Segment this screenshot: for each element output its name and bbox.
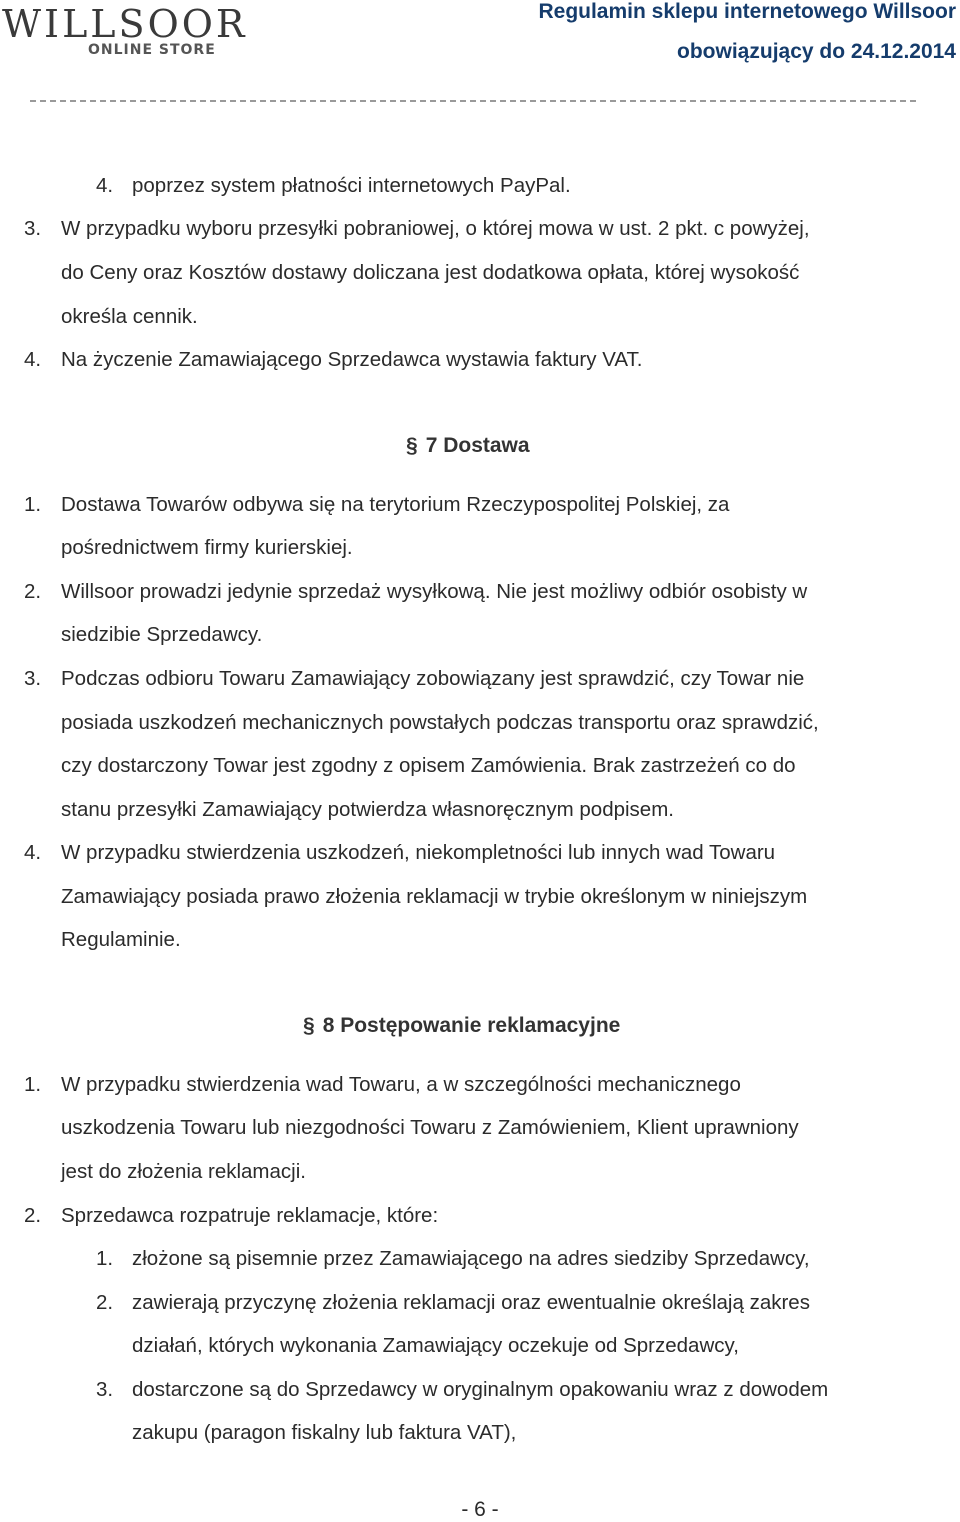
list-item-text: Sprzedawca rozpatruje reklamacje, które: <box>61 1204 439 1227</box>
list-item-text: W przypadku stwierdzenia wad Towaru, a w szczególności mechanicznego <box>61 1073 741 1096</box>
list-item-text: dostarczone są do Sprzedawcy w oryginalnym opakowaniu wraz z dowodem <box>132 1378 829 1401</box>
list-number: 1. <box>24 1073 42 1096</box>
list-item-text: poprzez system płatności internetowych PayPal. <box>132 174 571 197</box>
document-title: Regulamin sklepu internetowego Willsoor <box>538 0 956 23</box>
list-item-text: Zamawiający posiada prawo złożenia reklamacji w trybie określonym w niniejszym <box>61 885 808 908</box>
section-title: 8 Postępowanie reklamacyjne <box>322 1014 621 1037</box>
list-item-text: Na życzenie Zamawiającego Sprzedawca wystawia faktury VAT. <box>61 348 643 371</box>
list-number: 3. <box>24 667 42 690</box>
list-item-text: pośrednictwem firmy kurierskiej. <box>61 536 353 559</box>
list-item-text: Regulaminie. <box>61 928 181 951</box>
list-item-text: posiada uszkodzeń mechanicznych powstałych podczas transportu oraz sprawdzić, <box>61 711 819 734</box>
list-item-text: siedzibie Sprzedawcy. <box>61 623 263 646</box>
paragraph-symbol: § <box>303 1014 315 1037</box>
list-number: 2. <box>96 1291 114 1314</box>
section-heading <box>406 434 530 458</box>
list-item-text: uszkodzenia Towaru lub niezgodności Towaru z Zamówieniem, Klient uprawniony <box>61 1116 799 1139</box>
document-validity-date: obowiązujący do 24.12.2014 <box>677 40 956 63</box>
list-number: 3. <box>96 1378 114 1401</box>
list-item-text: jest do złożenia reklamacji. <box>61 1160 306 1183</box>
list-item-text: do Ceny oraz Kosztów dostawy doliczana jest dodatkowa opłata, której wysokość <box>61 261 800 284</box>
list-number: 2. <box>24 1204 42 1227</box>
list-number: 1. <box>24 493 42 516</box>
paragraph-symbol: § <box>406 434 418 457</box>
page-number: - 6 - <box>461 1498 499 1521</box>
list-number: 1. <box>96 1247 114 1270</box>
section-heading <box>303 1014 620 1038</box>
list-item-text: działań, których wykonania Zamawiający oczekuje od Sprzedawcy, <box>132 1334 739 1357</box>
list-number: 4. <box>24 841 42 864</box>
list-item-text: określa cennik. <box>61 305 198 328</box>
list-number: 3. <box>24 217 42 240</box>
section-title: 7 Dostawa <box>425 434 530 457</box>
list-number: 4. <box>24 348 42 371</box>
list-item-text: zawierają przyczynę złożenia reklamacji oraz ewentualnie określają zakres <box>132 1291 810 1314</box>
logo-wordmark: WILLSOOR <box>2 2 248 46</box>
list-item-text: W przypadku stwierdzenia uszkodzeń, niekompletności lub innych wad Towaru <box>61 841 776 864</box>
list-number: 2. <box>24 580 42 603</box>
list-item-text: stanu przesyłki Zamawiający potwierdza własnoręcznym podpisem. <box>61 798 674 821</box>
logo-subtext: ONLINE STORE <box>88 42 216 58</box>
list-item-text: W przypadku wyboru przesyłki pobraniowej, o której mowa w ust. 2 pkt. c powyżej, <box>61 217 810 240</box>
list-item-text: czy dostarczony Towar jest zgodny z opisem Zamówienia. Brak zastrzeżeń co do <box>61 754 796 777</box>
list-item-text: Podczas odbioru Towaru Zamawiający zobowiązany jest sprawdzić, czy Towar nie <box>61 667 805 690</box>
list-number: 4. <box>96 174 114 197</box>
list-item-text: Willsoor prowadzi jedynie sprzedaż wysyłkową. Nie jest możliwy odbiór osobisty w <box>61 580 808 603</box>
list-item-text: złożone są pisemnie przez Zamawiającego na adres siedziby Sprzedawcy, <box>132 1247 810 1270</box>
header-divider <box>30 100 916 102</box>
list-item-text: zakupu (paragon fiskalny lub faktura VAT), <box>132 1421 517 1444</box>
store-logo <box>0 0 300 70</box>
list-item-text: Dostawa Towarów odbywa się na terytorium Rzeczypospolitej Polskiej, za <box>61 493 730 516</box>
